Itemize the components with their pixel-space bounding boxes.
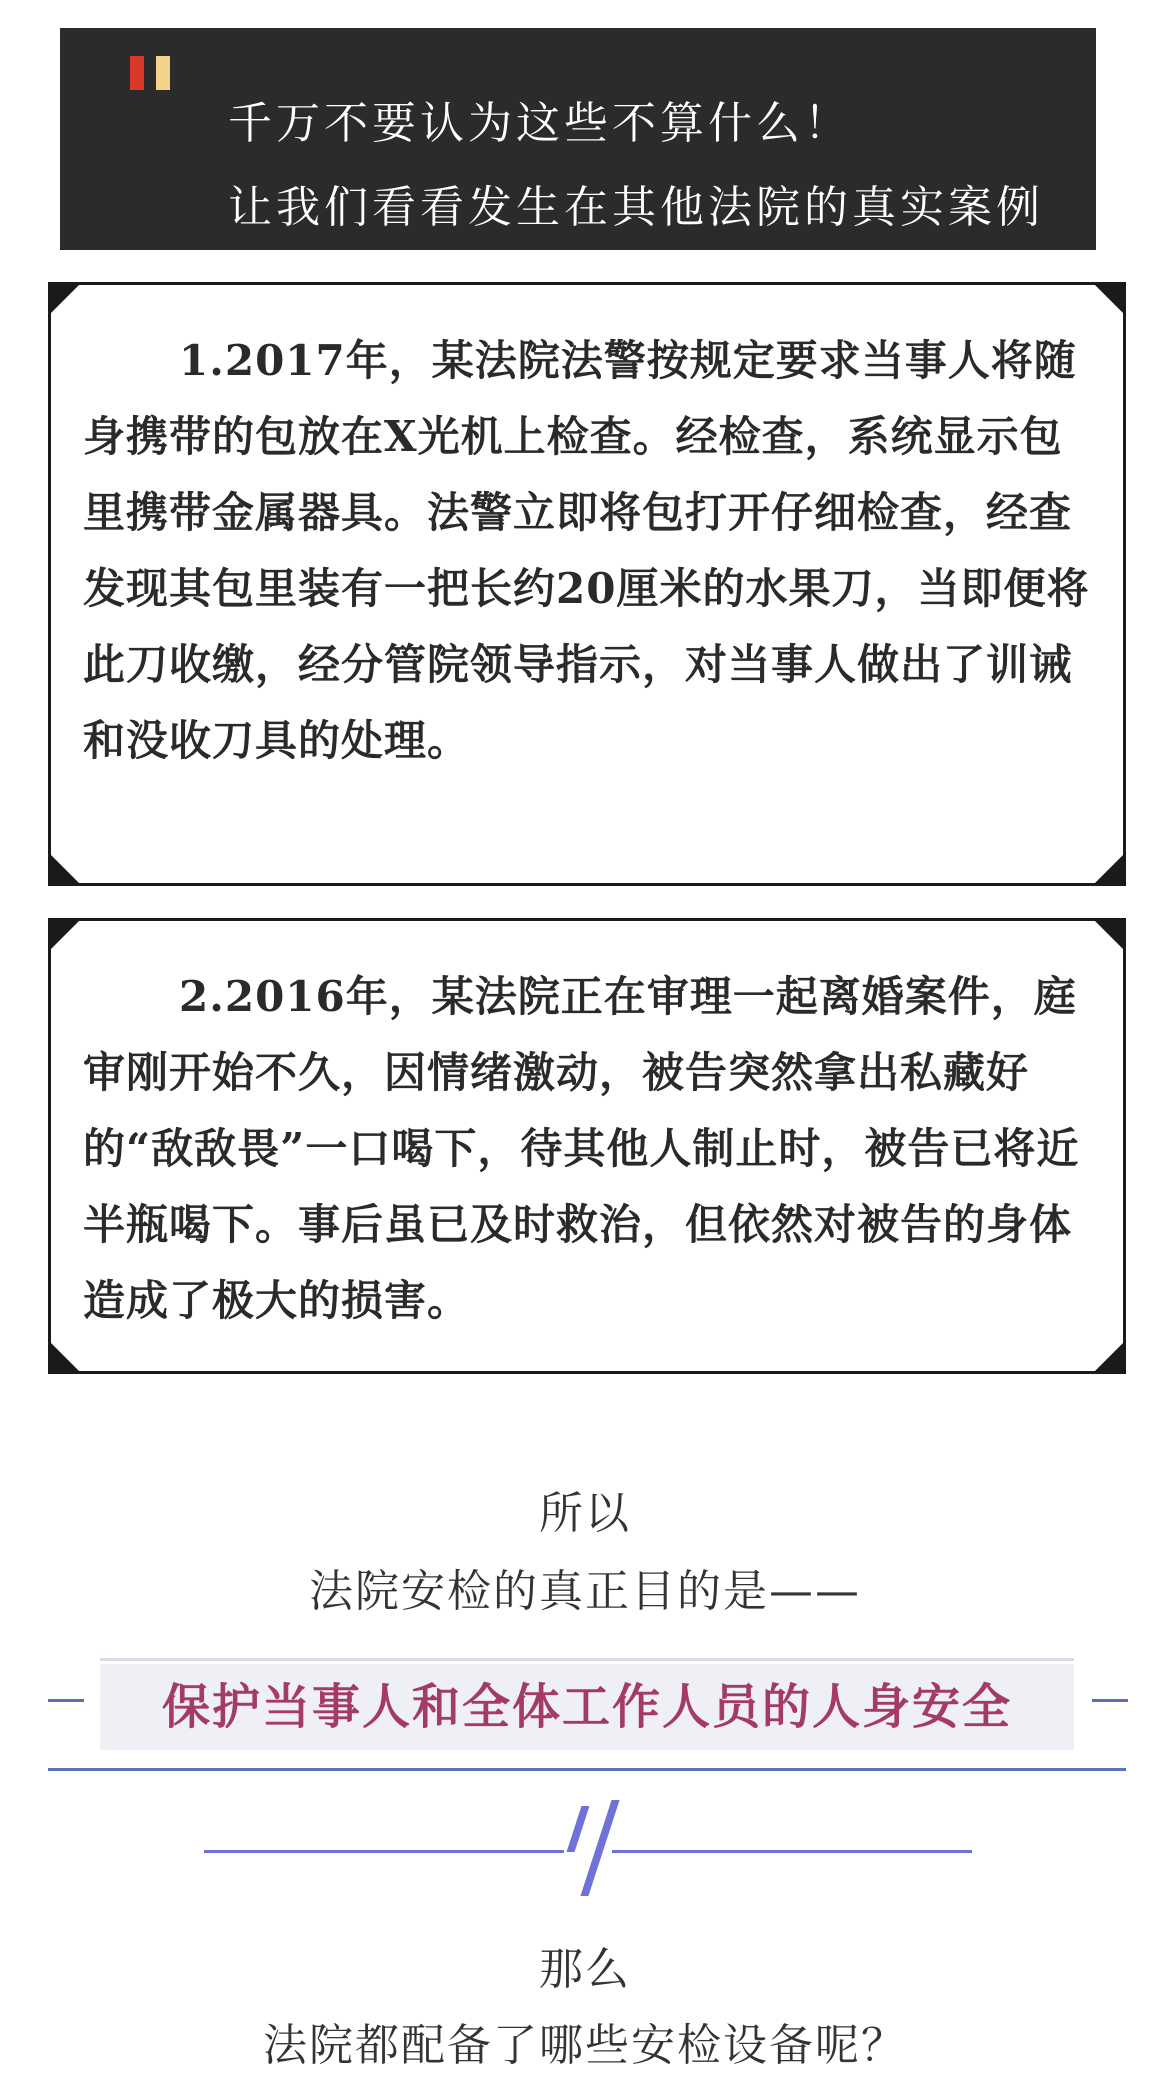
banner-line-2: 让我们看看发生在其他法院的真实案例: [228, 182, 1044, 233]
banner-line-1: 千万不要认为这些不算什么！: [228, 98, 852, 149]
corner-decoration: [48, 918, 82, 952]
highlight-top-rule: [100, 1658, 1074, 1661]
highlight-bottom-rule: [48, 1768, 1126, 1771]
highlight-dash-left: [48, 1699, 84, 1702]
quote-mark-icon: [130, 56, 176, 92]
corner-decoration: [1092, 918, 1126, 952]
highlight-dash-right: [1092, 1699, 1128, 1702]
closing-question: 法院都配备了哪些安检设备呢？: [263, 2020, 907, 2071]
divider-line-right: [612, 1850, 972, 1853]
highlight-box: [100, 1664, 1074, 1750]
case-text-2: 2.2016年，某法院正在审理一起离婚案件，庭审刚开始不久，因情绪激动，被告突然拿出私藏好的“敌敌畏”一口喝下，待其他人制止时，被告已将近半瓶喝下。事后虽已及时救治，但依然对被告的身体造成了极大的损害。: [83, 972, 1080, 1325]
quote-mark-red-bar: [130, 56, 144, 90]
quote-mark-gold-bar: [156, 56, 170, 90]
highlight-text: 保护当事人和全体工作人员的人身安全: [161, 1679, 1012, 1735]
corner-decoration: [1092, 282, 1126, 316]
divider-line-left: [204, 1850, 564, 1853]
corner-decoration: [48, 282, 82, 316]
purpose-lead-in: 法院安检的真正目的是——: [309, 1566, 861, 1617]
so-heading: 所以: [539, 1488, 631, 1539]
case-card-2: [48, 918, 1126, 1374]
header-banner: [60, 28, 1096, 250]
corner-decoration: [48, 1340, 82, 1374]
then-heading: 那么: [539, 1944, 631, 1995]
divider-slash-icon: [567, 1806, 590, 1852]
case-card-1: [48, 282, 1126, 886]
corner-decoration: [1092, 852, 1126, 886]
corner-decoration: [48, 852, 82, 886]
corner-decoration: [1092, 1340, 1126, 1374]
case-text-1: 1.2017年，某法院法警按规定要求当事人将随身携带的包放在X光机上检查。经检查，系统显示包里携带金属器具。法警立即将包打开仔细检查，经查发现其包里装有一把长约20厘米的水果刀，当即便将此刀收缴，经分管院领导指示，对当事人做出了训诫和没收刀具的处理。: [83, 336, 1090, 765]
